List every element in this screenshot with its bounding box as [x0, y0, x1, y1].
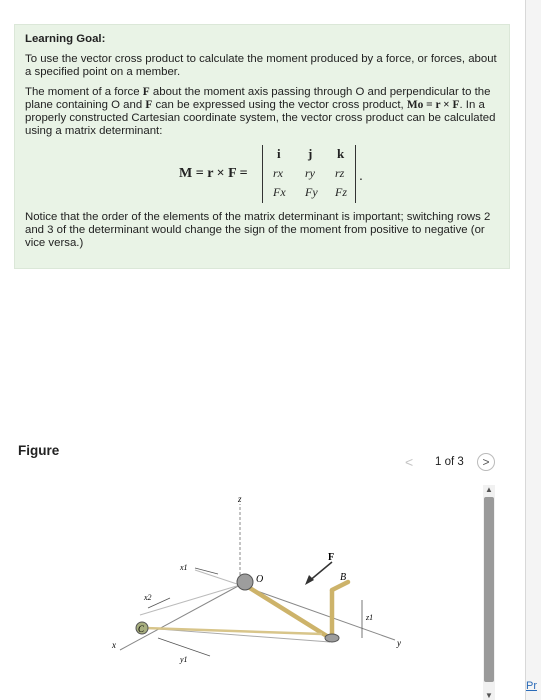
- notice-text: Notice that the order of the elements of the matrix determinant is important; switching rows 2 and 3 of the determinant would change the sign of the moment from positive to negative (or vice versa.): [25, 211, 491, 249]
- force-arrowhead: [305, 575, 314, 585]
- figure-scrollbar[interactable]: [483, 485, 495, 700]
- learning-goal-title: Learning Goal:: [25, 33, 106, 45]
- scroll-down-icon[interactable]: ▼: [485, 691, 493, 700]
- figure-page-count: 1 of 3: [435, 456, 464, 468]
- next-figure-button[interactable]: >: [477, 453, 495, 471]
- matrix-cell: rz: [335, 166, 345, 180]
- label-z: z: [238, 494, 242, 504]
- label-x: x: [112, 640, 116, 650]
- pipe-end-B: [332, 582, 348, 590]
- determinant-equation: [25, 145, 499, 207]
- matrix-cell: i: [277, 146, 281, 161]
- adjacent-panel: [525, 0, 541, 700]
- label-z1: z1: [366, 613, 374, 622]
- scroll-up-icon[interactable]: ▲: [485, 485, 493, 494]
- matrix-cell: j: [308, 146, 313, 161]
- cable-C: [145, 628, 322, 634]
- x-axis-line: [120, 585, 240, 650]
- label-y: y: [397, 638, 401, 648]
- matrix-cell: Fy: [305, 185, 318, 199]
- determinant-matrix: [262, 145, 356, 203]
- previous-figure-button[interactable]: <: [405, 454, 414, 470]
- matrix-cell: k: [337, 146, 345, 161]
- figure-diagram: [100, 490, 430, 680]
- ground-line: [195, 570, 240, 585]
- label-x2: x2: [144, 593, 152, 602]
- matrix-cell: Fx: [273, 185, 286, 199]
- edge-link[interactable]: Pr: [526, 680, 537, 692]
- matrix-cell: ry: [305, 166, 315, 180]
- y1-dimension: [158, 638, 210, 656]
- determinant-period: .: [359, 167, 363, 183]
- label-F: F: [328, 552, 335, 563]
- support-O: [237, 574, 253, 590]
- force-symbol: F: [145, 99, 153, 111]
- support-base: [325, 634, 339, 642]
- label-B: B: [340, 572, 347, 583]
- label-O: O: [256, 574, 264, 585]
- matrix-cell: rx: [273, 166, 283, 180]
- scrollbar-thumb[interactable]: [484, 497, 494, 682]
- ground-line: [140, 585, 240, 615]
- label-x1: x1: [180, 563, 188, 572]
- cross-product-equation: Mo = r × F: [406, 99, 460, 111]
- pipe-member-OB: [245, 585, 330, 638]
- matrix-cell: Fz: [335, 185, 347, 199]
- learning-goal-intro: To use the vector cross product to calculate the moment produced by a force, or forces, about a specified point on a member.: [25, 53, 497, 78]
- label-C: C: [138, 624, 145, 634]
- moment-description: The moment of a force F about the moment axis passing through O and perpendicular to the plane containing O and F can be expressed using the vector cross product, Mo = r × F. In a properly constructed Cartesian coordinate system, the vector cross product can be calculated using a matrix determinant:: [25, 86, 496, 137]
- learning-goal-box: [14, 24, 510, 269]
- force-symbol: F: [142, 86, 150, 98]
- label-y1: y1: [180, 655, 188, 664]
- figure-label: Figure: [18, 443, 60, 458]
- figure-pager: [405, 453, 515, 473]
- determinant-lhs: M = r × F =: [179, 166, 248, 181]
